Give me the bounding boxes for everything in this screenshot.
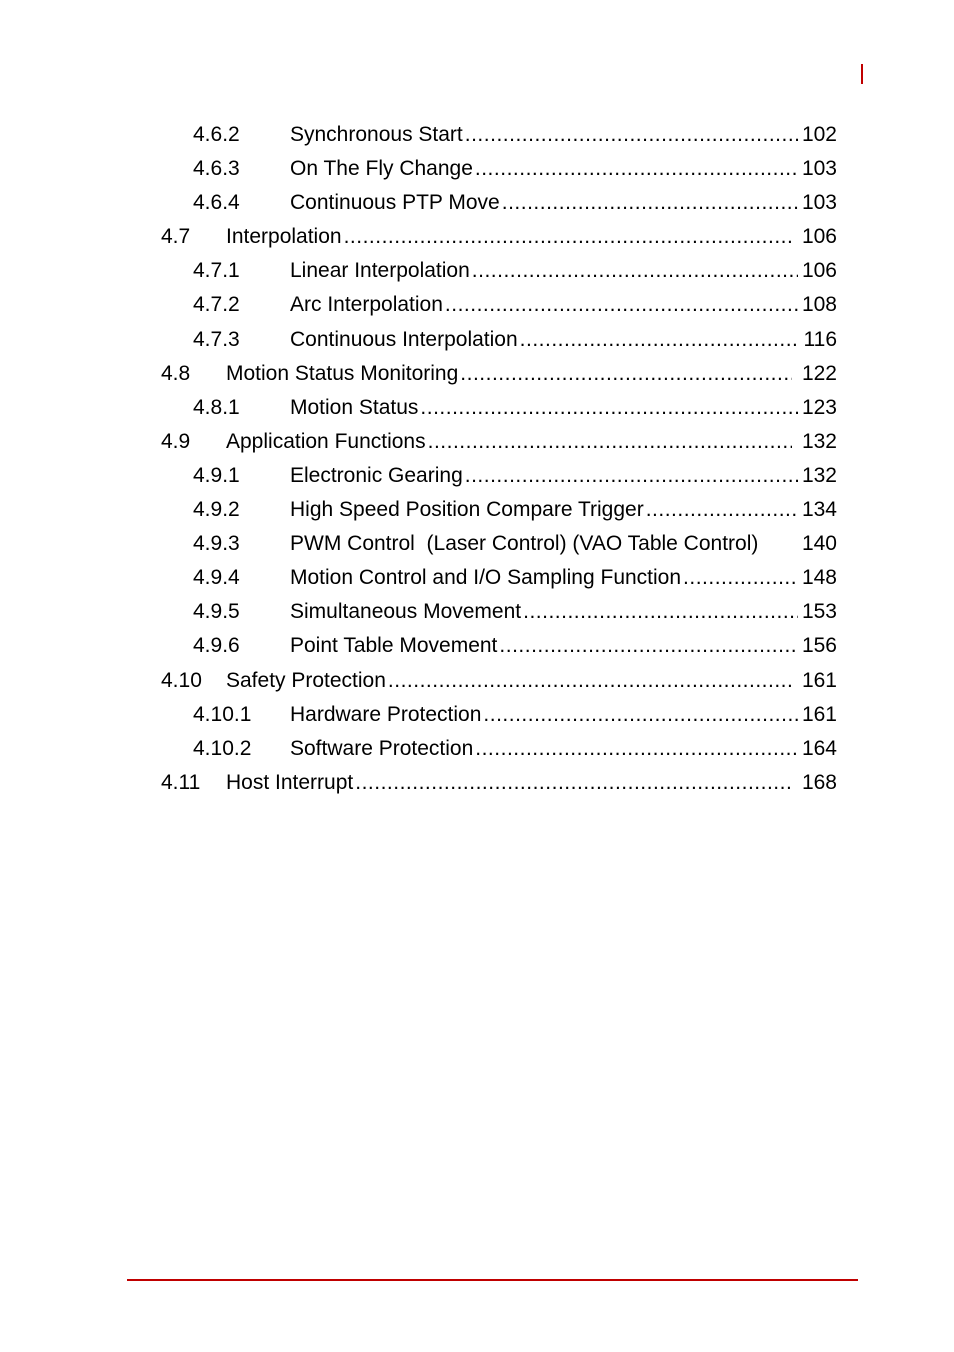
toc-entry-title: Continuous Interpolation	[290, 323, 520, 357]
toc-entry-number: 4.6.2	[193, 123, 240, 146]
toc-entry-number: 4.7	[161, 225, 191, 249]
toc-entry-title: Motion Control and I/O Sampling Function	[290, 561, 683, 595]
toc-entry-title: Motion Status Monitoring	[226, 357, 460, 391]
footer-divider	[127, 1279, 858, 1281]
toc-entry-number: 4.9.1	[193, 463, 240, 487]
toc-entry[interactable]	[0, 629, 954, 663]
toc-entry-number: 4.9.2	[193, 498, 240, 522]
toc-entry-page: 148	[802, 561, 837, 595]
toc-entry-title: Arc Interpolation	[290, 288, 445, 322]
toc-entry-title: Application Functions	[226, 425, 428, 459]
toc-entry-number: 4.10.2	[193, 736, 252, 760]
toc-entry-number: 4.10	[161, 668, 202, 692]
toc-entry-number: 4.9.5	[193, 600, 240, 624]
toc-entry-number: 4.9.4	[193, 566, 240, 590]
toc-dot-leader	[646, 493, 798, 527]
toc-entry-title: Software Protection	[290, 732, 475, 766]
toc-entry-number: 4.9	[161, 429, 191, 453]
toc-dot-leader	[465, 118, 798, 152]
toc-entry-page: 168	[802, 766, 837, 800]
toc-dot-leader	[460, 357, 792, 391]
toc-entry[interactable]	[0, 220, 954, 254]
toc-entry[interactable]	[0, 459, 954, 493]
toc-entry-number: 4.7.1	[193, 259, 240, 283]
toc-entry-title: Electronic Gearing	[290, 459, 465, 493]
toc-entry[interactable]	[0, 664, 954, 698]
toc-entry[interactable]	[0, 766, 954, 800]
toc-entry-page: 122	[802, 357, 837, 391]
toc-entry[interactable]	[0, 186, 954, 220]
toc-entry-number: 4.7.3	[193, 327, 240, 351]
toc-entry-title: Motion Status	[290, 391, 420, 425]
toc-entry-title: On The Fly Change	[290, 152, 475, 186]
toc-entry[interactable]	[0, 288, 954, 322]
toc-entry-page: 106	[802, 220, 837, 254]
toc-dot-leader	[475, 732, 798, 766]
toc-entry-page: 132	[802, 459, 837, 493]
toc-entry-page: 134	[802, 493, 837, 527]
toc-entry[interactable]	[0, 595, 954, 629]
toc-dot-leader	[472, 254, 798, 288]
toc-entry-page: 123	[802, 391, 837, 425]
toc-dot-leader	[388, 664, 792, 698]
toc-entry-title: Safety Protection	[226, 664, 388, 698]
toc-dot-leader	[465, 459, 798, 493]
toc-entry-title: Interpolation	[226, 220, 344, 254]
toc-dot-leader	[445, 288, 798, 322]
toc-entry-title: PWM Control (Laser Control) (VAO Table Control)	[290, 527, 760, 561]
toc-entry-page: 108	[802, 288, 837, 322]
toc-entry[interactable]	[0, 425, 954, 459]
toc-dot-leader	[499, 629, 798, 663]
toc-entry-number: 4.10.1	[193, 702, 252, 726]
toc-dot-leader	[428, 425, 792, 459]
toc-entry-page: 106	[802, 254, 837, 288]
toc-dot-leader	[355, 766, 792, 800]
toc-dot-leader	[520, 323, 798, 357]
toc-dot-leader	[523, 595, 798, 629]
toc-entry-page: 164	[802, 732, 837, 766]
toc-entry-page: 102	[802, 118, 837, 152]
toc-entry[interactable]	[0, 152, 954, 186]
toc-entry-number: 4.9.3	[193, 532, 240, 556]
toc-entry-page: 103	[802, 186, 837, 220]
toc-entry-title: Linear Interpolation	[290, 254, 472, 288]
toc-dot-leader	[683, 561, 798, 595]
toc-entry-title: Point Table Movement	[290, 629, 499, 663]
toc-entry-title: Synchronous Start	[290, 118, 465, 152]
toc-entry-title: Simultaneous Movement	[290, 595, 523, 629]
toc-entry-page: 156	[802, 629, 837, 663]
toc-entry[interactable]	[0, 254, 954, 288]
toc-entry[interactable]	[0, 118, 954, 152]
toc-entry-page: 140	[802, 527, 837, 561]
toc-entry-page: 153	[802, 595, 837, 629]
toc-entry-number: 4.7.2	[193, 293, 240, 317]
toc-dot-leader	[475, 152, 798, 186]
toc-entry-number: 4.8	[161, 361, 191, 385]
toc-entry[interactable]	[0, 698, 954, 732]
toc-dot-leader	[483, 698, 798, 732]
toc-dot-leader	[502, 186, 798, 220]
toc-entry[interactable]	[0, 493, 954, 527]
toc-entry-number: 4.11	[161, 770, 201, 794]
toc-entry[interactable]	[0, 732, 954, 766]
toc-entry-title: Continuous PTP Move	[290, 186, 502, 220]
header-accent-mark	[861, 64, 863, 84]
toc-entry-page: 103	[802, 152, 837, 186]
toc-entry-title: Hardware Protection	[290, 698, 483, 732]
toc-dot-leader	[344, 220, 792, 254]
toc-entry[interactable]	[0, 391, 954, 425]
toc-entry[interactable]	[0, 323, 954, 357]
toc-entry[interactable]	[0, 561, 954, 595]
toc-entry-title: High Speed Position Compare Trigger	[290, 493, 646, 527]
toc-entry-page: 132	[802, 425, 837, 459]
toc-entry-page: 116	[804, 323, 837, 357]
toc-entry[interactable]	[0, 527, 954, 561]
toc-entry-number: 4.8.1	[193, 395, 240, 419]
toc-entry[interactable]	[0, 357, 954, 391]
toc-entry-title: Host Interrupt	[226, 766, 355, 800]
toc-entry-number: 4.6.3	[193, 157, 240, 181]
table-of-contents	[0, 118, 954, 800]
toc-entry-number: 4.9.6	[193, 634, 240, 658]
toc-entry-page: 161	[802, 664, 837, 698]
toc-entry-number: 4.6.4	[193, 191, 240, 215]
toc-dot-leader	[420, 391, 798, 425]
toc-entry-page: 161	[802, 698, 837, 732]
